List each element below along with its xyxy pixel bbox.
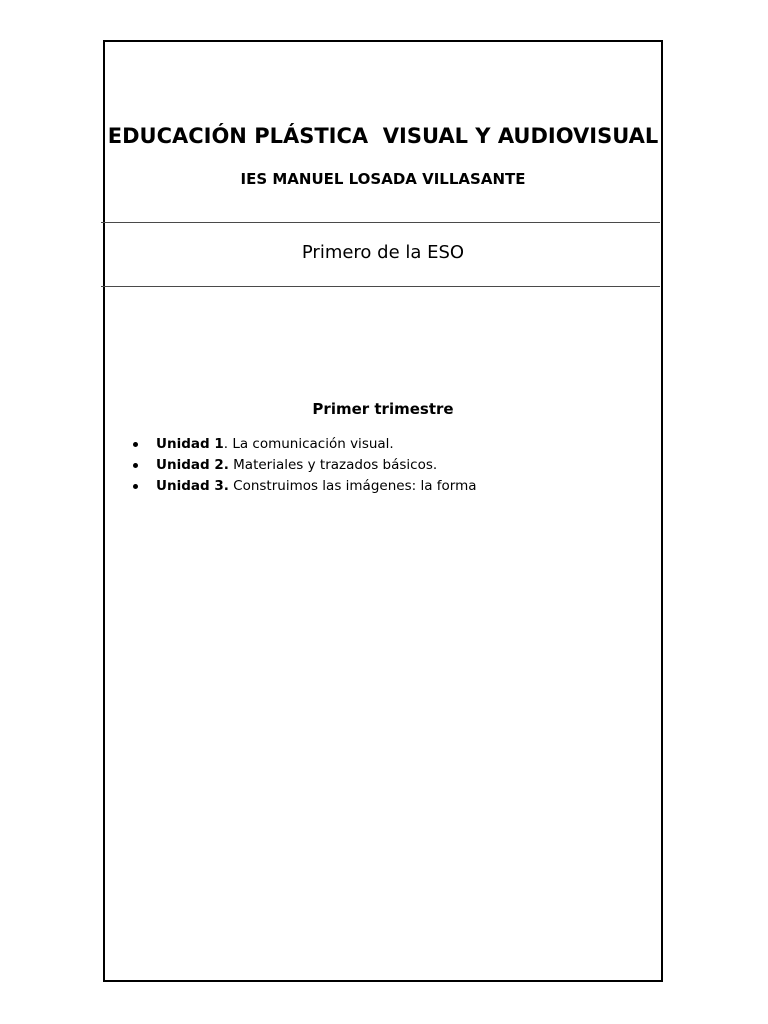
list-item-unit-3 (130, 476, 650, 497)
bullet-icon (133, 484, 138, 489)
document-title: EDUCACIÓN PLÁSTICA VISUAL Y AUDIOVISUAL (107, 124, 659, 148)
term-heading: Primer trimestre (312, 400, 454, 418)
divider-bottom (101, 286, 660, 287)
unit-description: . La comunicación visual. (223, 436, 394, 452)
course-level: Primero de la ESO (301, 242, 465, 263)
unit-description: Materiales y trazados básicos. (228, 457, 438, 473)
unit-name: Unidad 1 (156, 436, 224, 452)
list-item-unit-2 (130, 455, 650, 476)
list-item-unit-1 (130, 434, 650, 455)
unit-list (130, 434, 650, 497)
divider-top (101, 222, 660, 223)
unit-name: Unidad 3. (156, 478, 229, 494)
bullet-icon (133, 442, 138, 447)
unit-description: Construimos las imágenes: la forma (228, 478, 477, 494)
school-name: IES MANUEL LOSADA VILLASANTE (240, 170, 526, 188)
unit-name: Unidad 2. (156, 457, 229, 473)
bullet-icon (133, 463, 138, 468)
